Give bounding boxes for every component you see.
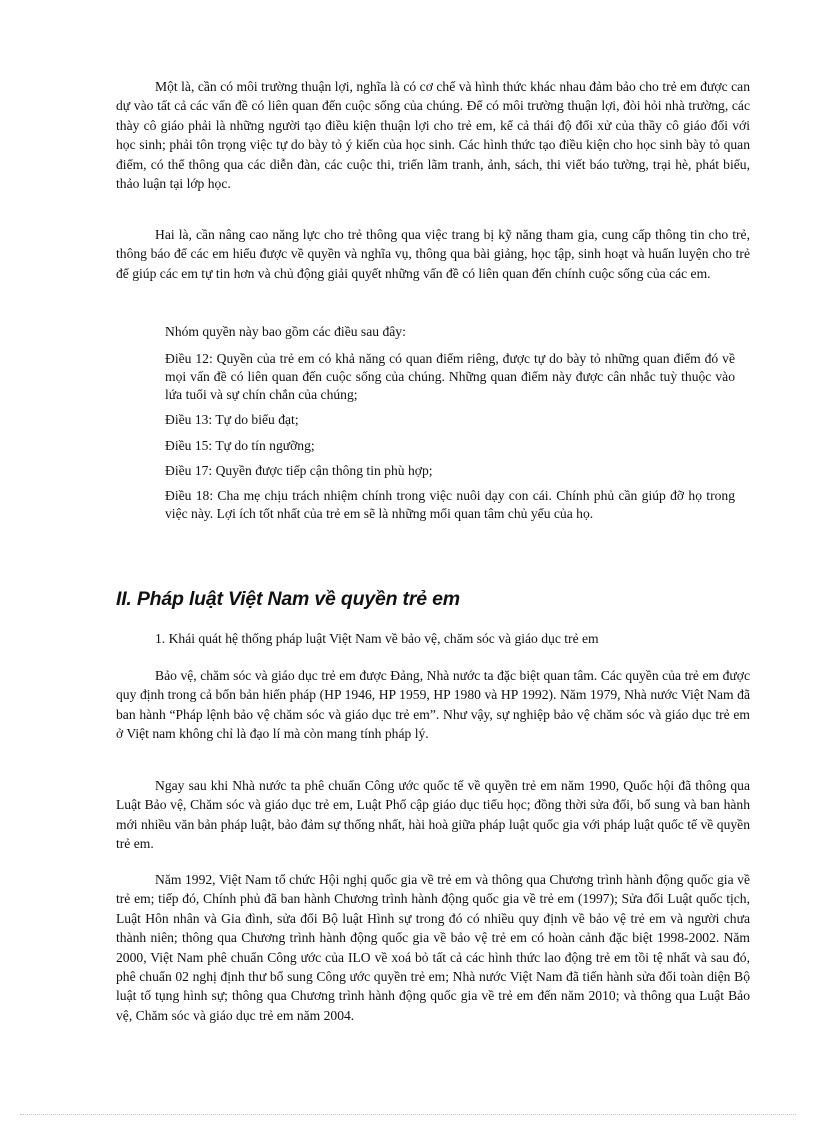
- section-heading: II. Pháp luật Việt Nam về quyền trẻ em: [116, 588, 460, 610]
- rights-item-article-12: Điều 12: Quyền của trẻ em có khả năng có quan điểm riêng, được tự do bày tỏ những quan điểm đó về mọi vấn đề có liên quan đến cuộc sống của chúng. Những quan điểm này được cân nhắc tuỳ thuộc vào lứa tuổi và sự chín chắn của chúng;: [165, 351, 735, 403]
- paragraph-three: Bảo vệ, chăm sóc và giáo dục trẻ em được Đảng, Nhà nước ta đặc biệt quan tâm. Các quyền của trẻ em được quy định trong cả bốn bản hiến pháp (HP 1946, HP 1959, HP 1980 và HP 1992). Năm 1979, Nhà nước Việt Nam đã ban hành “Pháp lệnh bảo vệ chăm sóc và giáo dục trẻ em”. Như vậy, sự nghiệp bảo vệ chăm sóc và giáo dục trẻ em ở Việt nam không chỉ là đạo lí mà còn mang tính pháp lý.: [116, 668, 750, 742]
- rights-item-article-17: Điều 17: Quyền được tiếp cận thông tin phù hợp;: [165, 463, 433, 478]
- paragraph-five: Năm 1992, Việt Nam tổ chức Hội nghị quốc gia về trẻ em và thông qua Chương trình hành động quốc gia về trẻ em; tiếp đó, Chính phủ đã ban hành Chương trình hành động quốc gia về trẻ em (1997); Sửa đổi Luật quốc tịch, Luật Hôn nhân và Gia đình, sửa đổi Bộ luật Hình sự trong đó có nhiều quy định về bảo vệ trẻ em và người chưa thành niên; thông qua Chương trình hành động quốc gia về bảo vệ trẻ em có hoàn cảnh đặc biệt 1998-2002. Năm 2000, Việt Nam phê chuẩn Công ước của ILO về xoá bỏ tất cả các hình thức lao động trẻ em tồi tệ nhất và sau đó, phê chuẩn 02 nghị định thư bổ sung Công ước quyền trẻ em; Nhà nước Việt Nam đã tiến hành sửa đổi toàn diện Bộ luật tố tụng hình sự; thông qua Chương trình hành động quốc gia về trẻ em đến năm 2010; và thông qua Luật Bảo vệ, Chăm sóc và giáo dục trẻ em năm 2004.: [116, 872, 750, 1023]
- rights-item-article-15: Điều 15: Tự do tín ngưỡng;: [165, 438, 315, 453]
- rights-item-article-13: Điều 13: Tự do biểu đạt;: [165, 412, 299, 427]
- paragraph-one: Một là, cần có môi trường thuận lợi, nghĩa là có cơ chế và hình thức khác nhau đảm bảo cho trẻ em được can dự vào tất cả các vấn đề có liên quan đến cuộc sống của chúng. Để có môi trường thuận lợi, đòi hỏi nhà trường, các thày cô giáo phải là những người tạo điều kiện thuận lợi cho trẻ em, kể cả thái độ đối xử của thầy cô giáo đối với học sinh; phải tôn trọng việc tự do bày tỏ ý kiến của học sinh. Các hình thức tạo điều kiện cho học sinh bày tỏ quan điểm, có thể thông qua các diễn đàn, các cuộc thi, triển lãm tranh, ảnh, sách, thi viết báo tường, trại hè, phát biểu, thảo luận tại lớp học.: [116, 79, 750, 192]
- page-bottom-divider: [20, 1114, 796, 1115]
- paragraph-two: Hai là, cần nâng cao năng lực cho trẻ thông qua việc trang bị kỹ năng tham gia, cung cấp thông tin cho trẻ, thông báo để các em hiểu được về quyền và nghĩa vụ, thông qua bài giảng, học tập, sinh hoạt và huấn luyện cho trẻ để giúp các em tự tin hơn và chủ động giải quyết những vấn đề có liên quan đến chính cuộc sống của các em.: [116, 227, 750, 281]
- section-subheading: 1. Khái quát hệ thống pháp luật Việt Nam về bảo vệ, chăm sóc và giáo dục trẻ em: [155, 631, 599, 646]
- rights-group-intro: Nhóm quyền này bao gồm các điều sau đây:: [165, 324, 406, 339]
- paragraph-four: Ngay sau khi Nhà nước ta phê chuẩn Công ước quốc tế về quyền trẻ em năm 1990, Quốc hội đã thông qua Luật Bảo vệ, Chăm sóc và giáo dục trẻ em, Luật Phổ cập giáo dục tiểu học; đồng thời sửa đổi, bổ sung và ban hành mới nhiều văn bản pháp luật, bảo đảm sự thống nhất, hài hoà giữa pháp luật quốc gia với pháp luật quốc tế về quyền trẻ em.: [116, 778, 750, 852]
- rights-item-article-18: Điều 18: Cha mẹ chịu trách nhiệm chính trong việc nuôi dạy con cái. Chính phủ cần giúp đỡ họ trong việc này. Lợi ích tốt nhất của trẻ em sẽ là những mối quan tâm chủ yếu của họ.: [165, 488, 735, 522]
